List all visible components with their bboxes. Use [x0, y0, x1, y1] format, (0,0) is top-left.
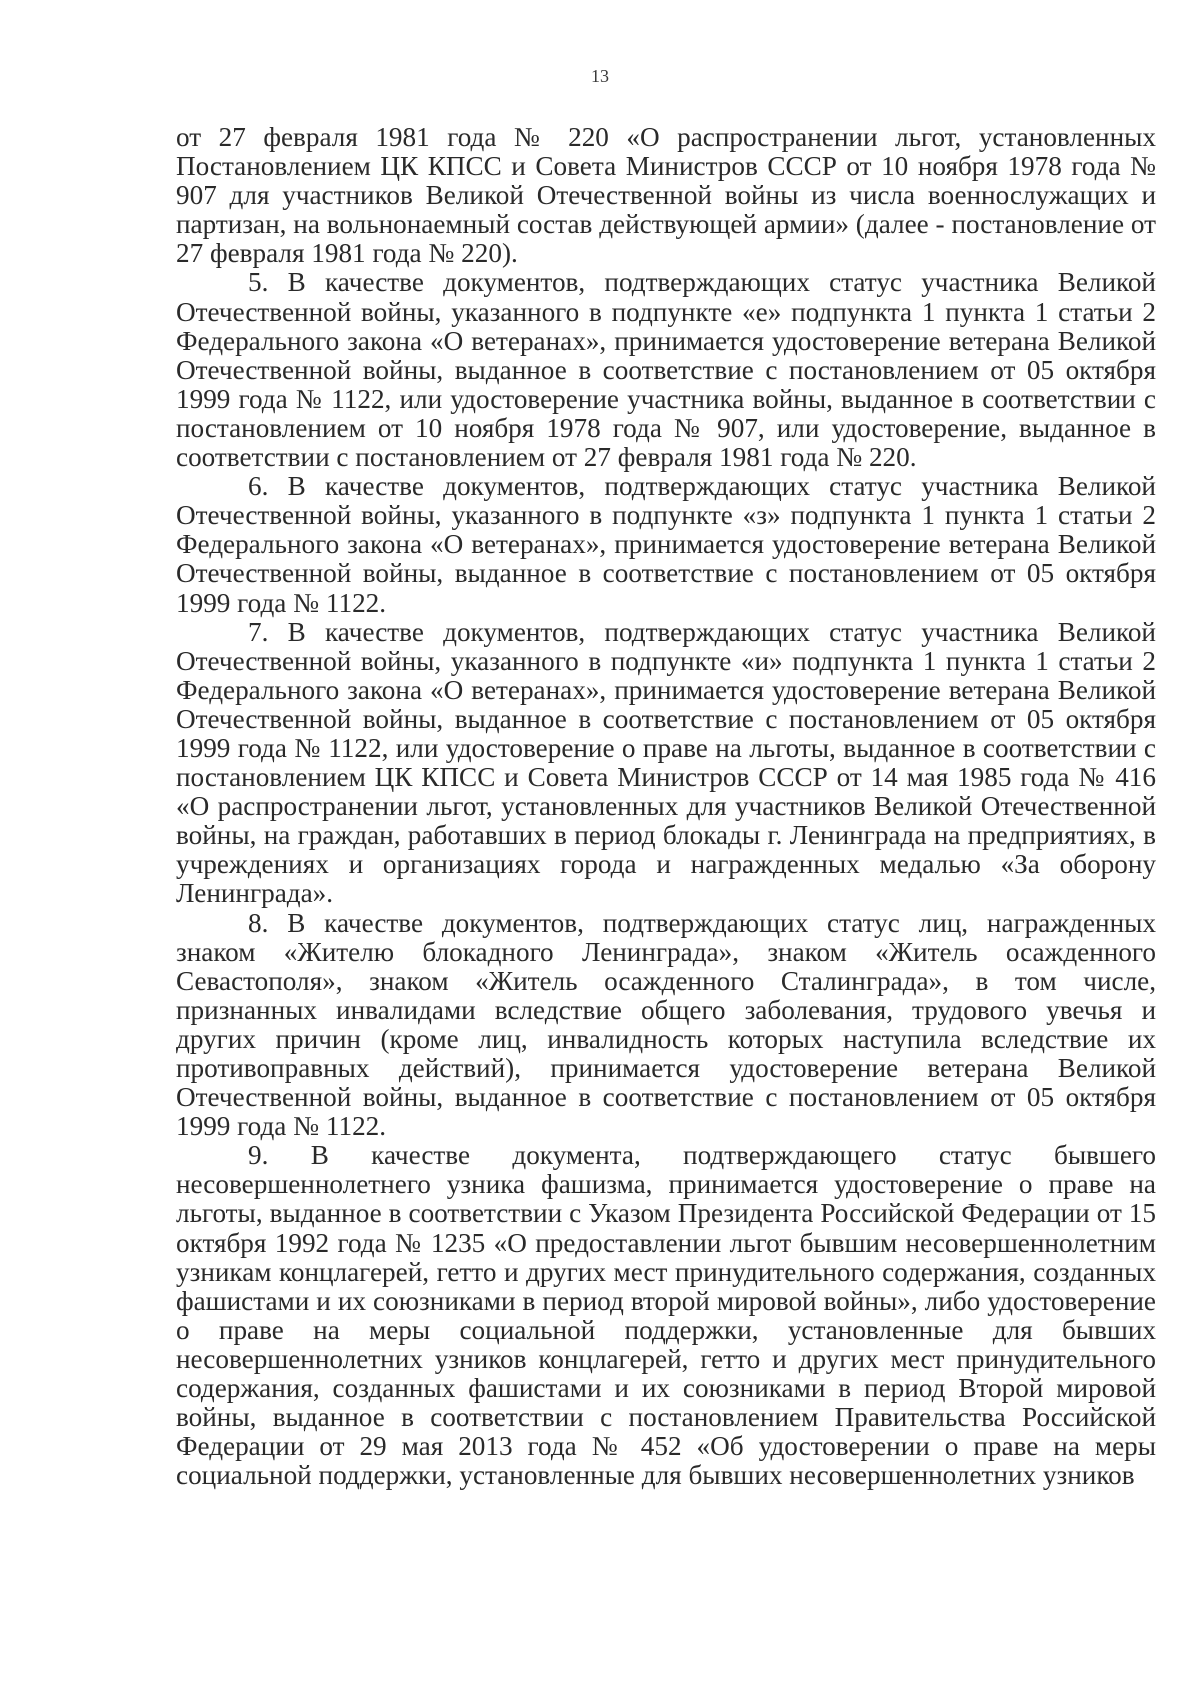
page-number: 13 — [591, 66, 609, 86]
paragraph-item-9: 9. В качестве документа, подтверждающего статус бывшего несовершеннолетнего узника фашизма, принимается удостоверение о праве на льготы, выданное в соответствии с Указом Президента Российской Федерации от 15 октября 1992 года № 1235 «О предоставлении льгот бывшим несовершеннолетним узникам концлагерей, гетто и других мест принудительного содержания, созданных фашистами и их союзниками в период второй мировой войны», либо удостоверение о праве на меры социальной поддержки, установленные для бывших несовершеннолетних узников концлагерей, гетто и других мест принудительного содержания, созданных фашистами и их союзниками в период Второй мировой войны, выданное в соответствии с постановлением Правительства Российской Федерации от 29 мая 2013 года № 452 «Об удостоверении о праве на меры социальной поддержки, установленные для бывших несовершеннолетних узников — [176, 1140, 1156, 1491]
paragraph-item-6: 6. В качестве документов, подтверждающих статус участника Великой Отечественной войны, указанного в подпункте «з» подпункта 1 пункта 1 статьи 2 Федерального закона «О ветеранах», принимается удостоверение ветерана Великой Отечественной войны, выданное в соответствие с постановлением от 05 октября 1999 года № 1122. — [176, 471, 1156, 618]
paragraph-item-7: 7. В качестве документов, подтверждающих статус участника Великой Отечественной войны, указанного в подпункте «и» подпункта 1 пункта 1 статьи 2 Федерального закона «О ветеранах», принимается удостоверение ветерана Великой Отечественной войны, выданное в соответствие с постановлением от 05 октября 1999 года № 1122, или удостоверение о праве на льготы, выданное в соответствии с постановлением ЦК КПСС и Совета Министров СССР от 14 мая 1985 года № 416 «О распространении льгот, установленных для участников Великой Отечественной войны, на граждан, работавших в период блокады г. Ленинграда на предприятиях, в учреждениях и организациях города и награжденных медалью «За оборону Ленинграда». — [176, 616, 1156, 909]
document-body — [176, 123, 1156, 1490]
paragraph-item-8: 8. В качестве документов, подтверждающих статус лиц, награжденных знаком «Жителю блокадного Ленинграда», знаком «Житель осажденного Севастополя», знаком «Житель осажденного Сталинграда», в том числе, признанных инвалидами вследствие общего заболевания, трудового увечья и других причин (кроме лиц, инвалидность которых наступила вследствие их противоправных действий), принимается удостоверение ветерана Великой Отечественной войны, выданное в соответствие с постановлением от 05 октября 1999 года № 1122. — [176, 907, 1156, 1142]
paragraph-item-5: 5. В качестве документов, подтверждающих статус участника Великой Отечественной войны, указанного в подпункте «е» подпункта 1 пункта 1 статьи 2 Федерального закона «О ветеранах», принимается удостоверение ветерана Великой Отечественной войны, выданное в соответствие с постановлением от 05 октября 1999 года № 1122, или удостоверение участника войны, выданное в соответствии с постановлением от 10 ноября 1978 года № 907, или удостоверение, выданное в соответствии с постановлением от 27 февраля 1981 года № 220. — [176, 267, 1156, 473]
paragraph-continuation: от 27 февраля 1981 года № 220 «О распространении льгот, установленных Постановлением ЦК КПСС и Совета Министров СССР от 10 ноября 1978 года № 907 для участников Великой Отечественной войны из числа военнослужащих и партизан, на вольнонаемный состав действующей армии» (далее - постановление от 27 февраля 1981 года № 220). — [176, 122, 1156, 269]
